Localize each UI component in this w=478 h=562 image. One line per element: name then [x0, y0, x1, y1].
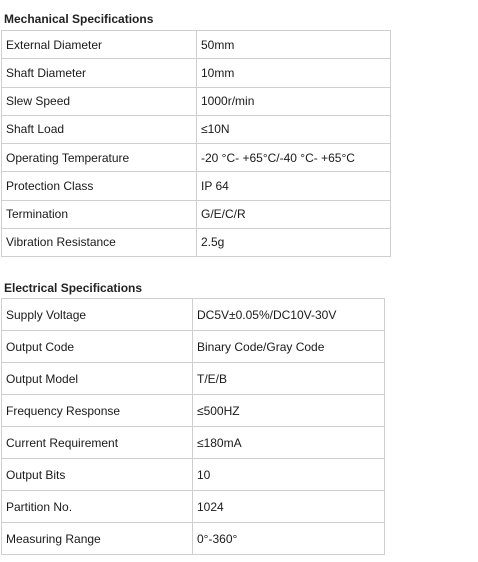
spec-label: Protection Class — [2, 172, 197, 200]
table-row — [2, 331, 385, 363]
electrical-specifications-table — [1, 298, 385, 555]
spec-label: Termination — [2, 200, 197, 228]
spec-label: Output Model — [2, 363, 193, 395]
spec-label: Operating Temperature — [2, 144, 197, 172]
table-row — [2, 87, 391, 115]
spec-label: Measuring Range — [2, 523, 193, 555]
spec-value: G/E/C/R — [197, 200, 391, 228]
table-row — [2, 200, 391, 228]
table-row — [2, 59, 391, 87]
spec-label: Current Requirement — [2, 427, 193, 459]
spec-label: Vibration Resistance — [2, 228, 197, 256]
spec-value: ≤500HZ — [193, 395, 385, 427]
spec-value: 10mm — [197, 59, 391, 87]
mechanical-specifications-table — [1, 30, 391, 257]
spec-value: 1000r/min — [197, 87, 391, 115]
spec-value: 1024 — [193, 491, 385, 523]
table-row — [2, 31, 391, 59]
spec-value: 2.5g — [197, 228, 391, 256]
table-row — [2, 115, 391, 143]
electrical-specifications-title: Electrical Specifications — [4, 281, 143, 295]
spec-value: T/E/B — [193, 363, 385, 395]
table-row — [2, 395, 385, 427]
table-row — [2, 228, 391, 256]
spec-value: ≤10N — [197, 115, 391, 143]
spec-value: ≤180mA — [193, 427, 385, 459]
spec-value: 50mm — [197, 31, 391, 59]
table-row — [2, 427, 385, 459]
table-row — [2, 299, 385, 331]
spec-label: Supply Voltage — [2, 299, 193, 331]
table-row — [2, 523, 385, 555]
spec-value: -20 °C- +65°C/-40 °C- +65°C — [197, 144, 391, 172]
spec-label: Output Bits — [2, 459, 193, 491]
table-row — [2, 172, 391, 200]
spec-label: Slew Speed — [2, 87, 197, 115]
spec-label: Shaft Load — [2, 115, 197, 143]
table-row — [2, 144, 391, 172]
spec-value: 10 — [193, 459, 385, 491]
spec-label: Output Code — [2, 331, 193, 363]
spec-value: IP 64 — [197, 172, 391, 200]
mechanical-specifications-title: Mechanical Specifications — [4, 12, 154, 26]
spec-label: Frequency Response — [2, 395, 193, 427]
table-row — [2, 459, 385, 491]
spec-label: Shaft Diameter — [2, 59, 197, 87]
spec-value: 0°-360° — [193, 523, 385, 555]
table-row — [2, 491, 385, 523]
spec-label: Partition No. — [2, 491, 193, 523]
spec-label: External Diameter — [2, 31, 197, 59]
table-row — [2, 363, 385, 395]
spec-value: DC5V±0.05%/DC10V-30V — [193, 299, 385, 331]
spec-value: Binary Code/Gray Code — [193, 331, 385, 363]
